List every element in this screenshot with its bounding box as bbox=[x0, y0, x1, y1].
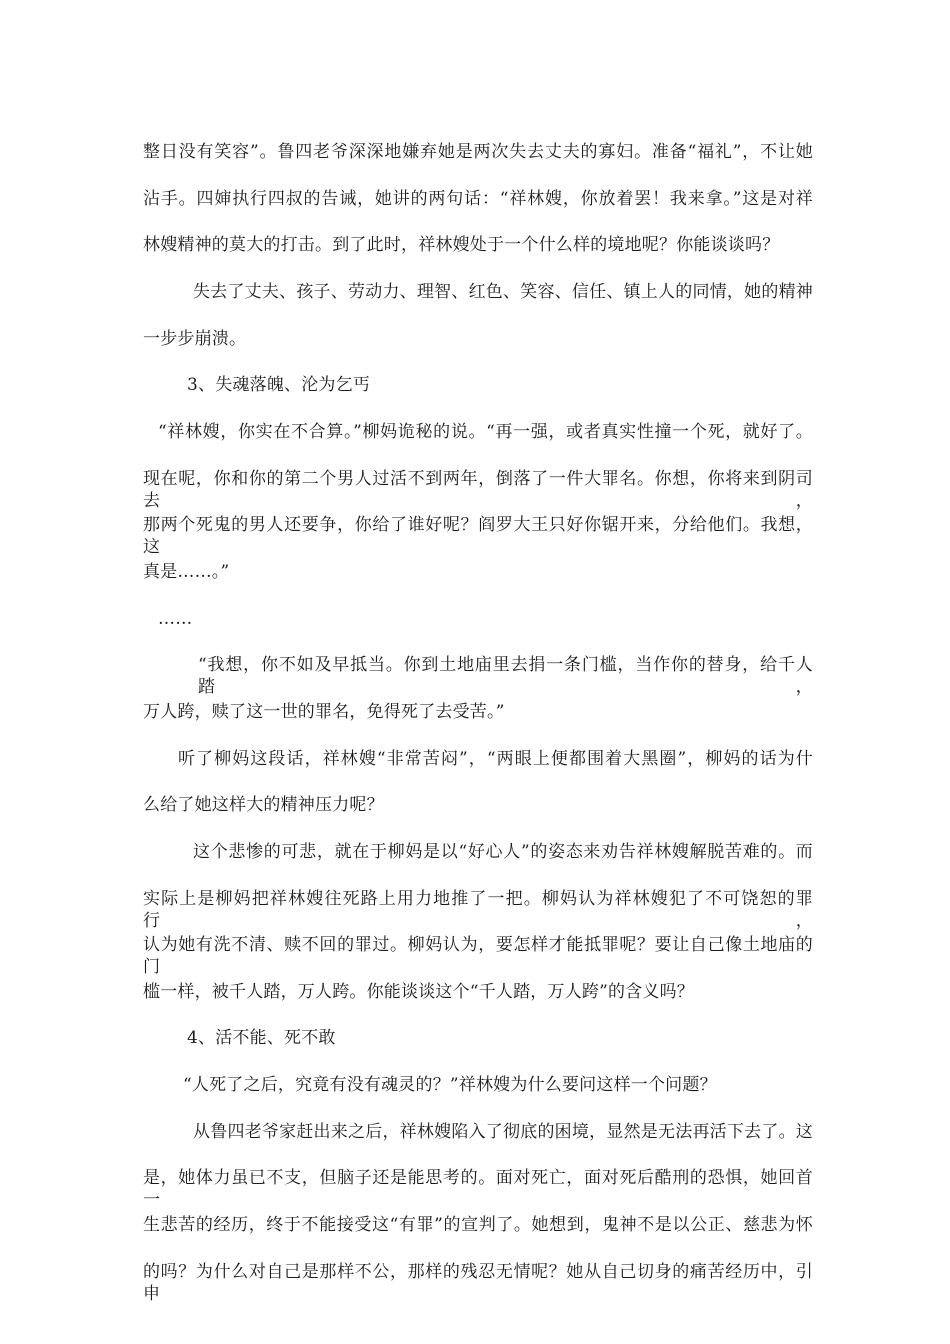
text-line: 认为她有洗不清、赎不回的罪过。柳妈认为，要怎样才能抵罪呢？要让自己像土地庙的门 bbox=[143, 935, 813, 977]
text-line: 的吗？为什么对自己是那样不公，那样的残忍无情呢？她从自己切身的痛苦经历中，引申 bbox=[143, 1262, 813, 1304]
text-line: 沾手。四婶执行四叔的告诫，她讲的两句话：“祥林嫂，你放着罢！我来拿。”这是对祥 bbox=[143, 189, 813, 209]
text-line: 一步步崩溃。 bbox=[143, 329, 247, 349]
text-line: 生悲苦的经历，终于不能接受这“有罪”的宣判了。她想到，鬼神不是以公正、慈悲为怀 bbox=[143, 1215, 813, 1235]
text-line: 失去了丈夫、孩子、劳动力、理智、红色、笑容、信任、镇上人的同情，她的精神 bbox=[193, 282, 813, 302]
text-line: 从鲁四老爷家赶出来之后，祥林嫂陷入了彻底的困境，显然是无法再活下去了。这 bbox=[193, 1122, 813, 1142]
text-line: 那两个死鬼的男人还要争，你给了谁好呢？阎罗大王只好你锯开来，分给他们。我想，这 bbox=[143, 515, 813, 557]
ellipsis-line: …… bbox=[158, 609, 193, 629]
text-line: 整日没有笑容”。鲁四老爷深深地嫌弃她是两次失去丈夫的寡妇。准备“福礼”，不让她 bbox=[143, 142, 813, 162]
text-line: 真是……。” bbox=[143, 562, 230, 582]
text-line: 听了柳妈这段话，祥林嫂“非常苦闷”，“两眼上便都围着大黑圈”，柳妈的话为什 bbox=[178, 749, 813, 769]
text-line: “人死了之后，究竟有没有魂灵的？”祥林嫂为什么要问这样一个问题？ bbox=[183, 1075, 717, 1095]
text-line: 林嫂精神的莫大的打击。到了此时，祥林嫂处于一个什么样的境地呢？你能谈谈吗？ bbox=[143, 235, 780, 255]
text-line: 是，她体力虽已不支，但脑子还是能思考的。面对死亡，面对死后酷刑的恐惧，她回首一 bbox=[143, 1168, 813, 1210]
text-line: 这个悲惨的可悲，就在于柳妈是以“好心人”的姿态来劝告祥林嫂解脱苦难的。而 bbox=[193, 842, 813, 862]
text-line: 现在呢，你和你的第二个男人过活不到两年，倒落了一件大罪名。你想，你将来到阴司去， bbox=[143, 469, 813, 511]
section-heading: 4、活不能、死不敢 bbox=[187, 1028, 336, 1048]
text-line: “祥林嫂，你实在不合算。”柳妈诡秘的说。“再一强，或者真实性撞一个死，就好了。 bbox=[158, 422, 813, 442]
text-line: “我想，你不如及早抵当。你到土地庙里去捐一条门槛，当作你的替身，给千人踏， bbox=[198, 655, 813, 697]
text-line: 么给了她这样大的精神压力呢？ bbox=[143, 795, 384, 815]
text-line: 槛一样，被千人踏，万人跨。你能谈谈这个“千人踏，万人跨”的含义吗？ bbox=[143, 982, 694, 1002]
text-line: 万人跨，赎了这一世的罪名，免得死了去受苦。” bbox=[143, 702, 505, 722]
section-heading: 3、失魂落魄、沦为乞丐 bbox=[187, 375, 371, 395]
text-line: 实际上是柳妈把祥林嫂往死路上用力地推了一把。柳妈认为祥林嫂犯了不可饶恕的罪行， bbox=[143, 889, 813, 931]
